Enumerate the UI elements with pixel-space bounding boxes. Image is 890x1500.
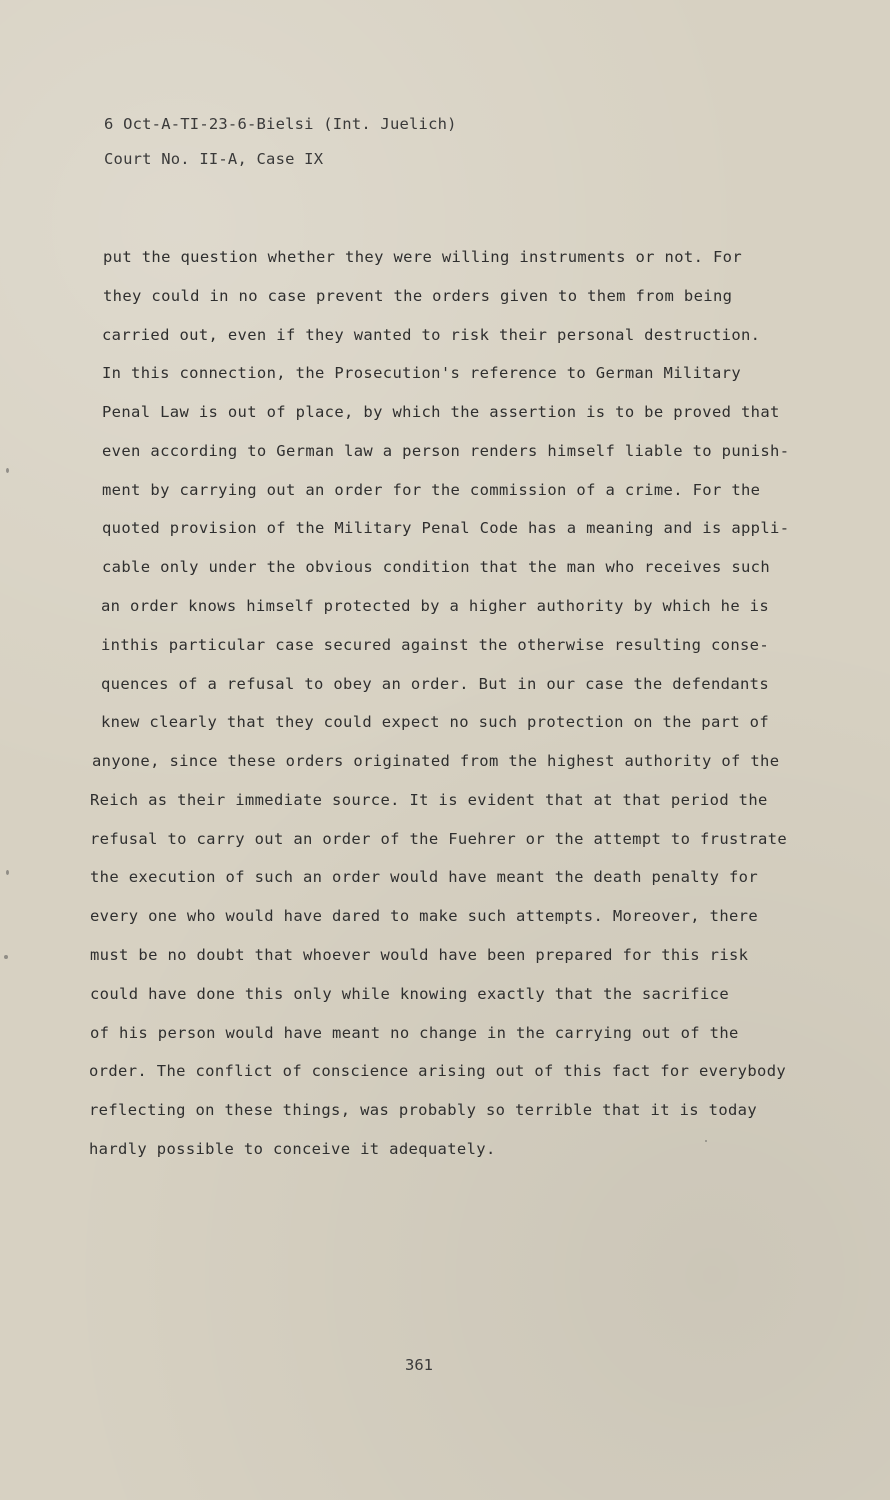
text-line: reflecting on these things, was probably so terrible that it is today	[89, 1101, 758, 1119]
document-reference-line: 6 Oct-A-TI-23-6-Bielsi (Int. Juelich)	[104, 115, 457, 133]
court-case-line: Court No. II-A, Case IX	[104, 150, 324, 168]
paper-speck	[6, 870, 9, 875]
text-line: the execution of such an order would have meant the death penalty for	[90, 868, 759, 886]
paper-speck	[6, 468, 9, 473]
text-line: order. The conflict of conscience arising out of this fact for everybody	[89, 1062, 787, 1080]
text-line: In this connection, the Prosecution's reference to German Military	[102, 364, 741, 382]
text-line: an order knows himself protected by a higher authority by which he is	[101, 597, 770, 615]
text-line: ment by carrying out an order for the commission of a crime. For the	[102, 481, 761, 499]
text-line: could have done this only while knowing exactly that the sacrifice	[90, 985, 729, 1003]
paper-speck	[4, 955, 8, 959]
text-line: even according to German law a person renders himself liable to punish-	[102, 442, 790, 460]
text-line: Reich as their immediate source. It is evident that at that period the	[90, 791, 768, 809]
text-line: Penal Law is out of place, by which the assertion is to be proved that	[102, 403, 780, 421]
text-line: they could in no case prevent the orders given to them from being	[103, 287, 733, 305]
text-line: anyone, since these orders originated from the highest authority of the	[92, 752, 780, 770]
text-line: put the question whether they were willing instruments or not. For	[103, 248, 742, 266]
text-line: quoted provision of the Military Penal Code has a meaning and is appli-	[102, 519, 790, 537]
text-line: carried out, even if they wanted to risk their personal destruction.	[102, 326, 761, 344]
text-line: knew clearly that they could expect no such protection on the part of	[101, 713, 770, 731]
text-line: inthis particular case secured against the otherwise resulting conse-	[101, 636, 770, 654]
text-line: refusal to carry out an order of the Fuehrer or the attempt to frustrate	[90, 830, 788, 848]
text-line: every one who would have dared to make such attempts. Moreover, there	[90, 907, 759, 925]
text-line: must be no doubt that whoever would have been prepared for this risk	[90, 946, 749, 964]
text-line: cable only under the obvious condition that the man who receives such	[102, 558, 771, 576]
text-line: hardly possible to conceive it adequately.	[89, 1140, 496, 1158]
text-line: quences of a refusal to obey an order. But in our case the defendants	[101, 675, 770, 693]
page-number: 361	[405, 1356, 433, 1374]
text-line: of his person would have meant no change in the carrying out of the	[90, 1024, 739, 1042]
paper-speck	[705, 1140, 707, 1142]
